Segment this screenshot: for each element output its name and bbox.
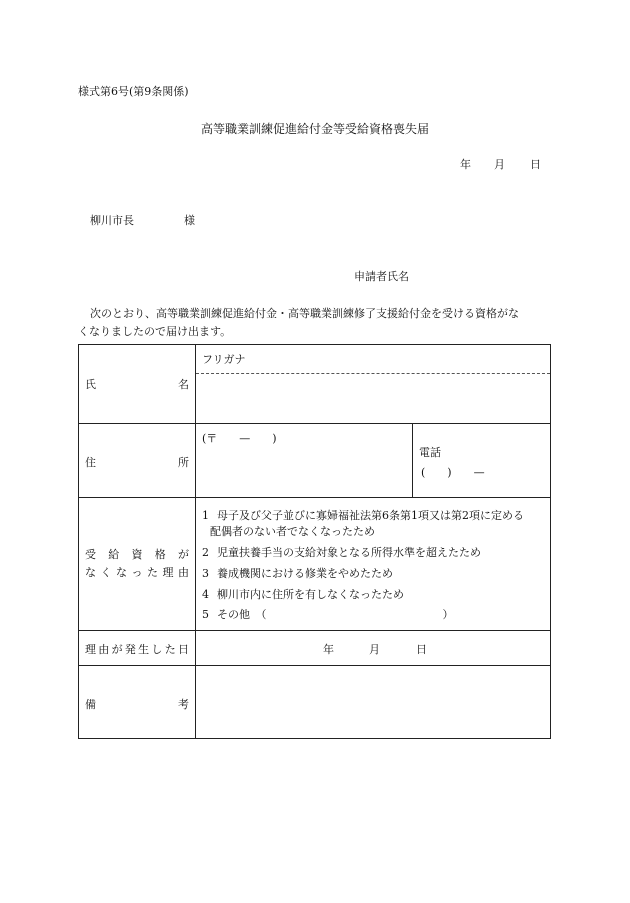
name-field-cell[interactable] — [196, 345, 551, 424]
date-day-label: 日 — [530, 158, 541, 171]
reason-date-year: 年 — [323, 643, 334, 656]
reasons-cell — [196, 498, 551, 631]
page-title: 高等職業訓練促進給付金等受給資格喪失届 — [200, 122, 429, 136]
phone-placeholder: ( ) — — [421, 466, 485, 479]
application-table — [78, 344, 551, 739]
remarks-row — [79, 666, 551, 739]
date-month-label: 月 — [494, 158, 505, 171]
form-number: 様式第6号(第9条関係) — [78, 85, 189, 98]
remarks-field-cell[interactable] — [196, 666, 551, 739]
addressee-honorific: 様 — [184, 214, 195, 227]
address-field-cell — [196, 424, 551, 498]
phone-label: 電話 — [419, 446, 441, 459]
name-label: 氏 名 — [85, 378, 189, 391]
remarks-label-cell — [79, 666, 196, 739]
addressee-name: 柳川市長 — [90, 214, 134, 227]
reason-label-cell — [79, 498, 196, 631]
name-input-area[interactable] — [196, 374, 550, 423]
postal-code-placeholder: (〒 — ) — [202, 432, 277, 445]
applicant-name-label: 申請者氏名 — [354, 270, 409, 283]
date-label: 理 由 が 発 生 し た 日 — [85, 643, 189, 656]
address-label-cell — [79, 424, 196, 498]
reason-label-line-1: 受 給 資 格 が — [85, 548, 189, 561]
phone-area[interactable] — [413, 424, 550, 497]
reason-item-2[interactable]: 2 児童扶養手当の支給対象となる所得水準を超えたため — [202, 546, 481, 559]
address-row — [79, 424, 551, 498]
date-field-cell[interactable] — [196, 631, 551, 666]
address-input-area[interactable] — [196, 424, 413, 497]
furigana-label: フリガナ — [202, 353, 246, 366]
reason-item-5[interactable]: 5 その他 （ ） — [202, 608, 454, 621]
reason-label-line-2: な く な っ た 理 由 — [85, 566, 189, 579]
reason-item-1-continued: 配偶者のない者でなくなったため — [210, 525, 375, 538]
name-label-cell — [79, 345, 196, 424]
remarks-label: 備 考 — [85, 698, 189, 711]
reason-item-3[interactable]: 3 養成機関における修業をやめたため — [202, 567, 393, 580]
date-row — [79, 631, 551, 666]
intro-line-2: くなりましたので届け出ます。 — [78, 325, 232, 338]
reason-date-day: 日 — [416, 643, 427, 656]
reason-date-month: 月 — [369, 643, 380, 656]
reason-row — [79, 498, 551, 631]
reason-item-1[interactable]: 1 母子及び父子並びに寡婦福祉法第6条第1項又は第2項に定める — [202, 509, 524, 522]
reason-item-4[interactable]: 4 柳川市内に住所を有しなくなったため — [202, 588, 404, 601]
intro-line-1: 次のとおり、高等職業訓練促進給付金・高等職業訓練修了支援給付金を受ける資格がな — [90, 307, 519, 320]
date-label-cell — [79, 631, 196, 666]
date-year-label: 年 — [460, 158, 471, 171]
address-label: 住 所 — [85, 456, 189, 469]
name-row — [79, 345, 551, 424]
